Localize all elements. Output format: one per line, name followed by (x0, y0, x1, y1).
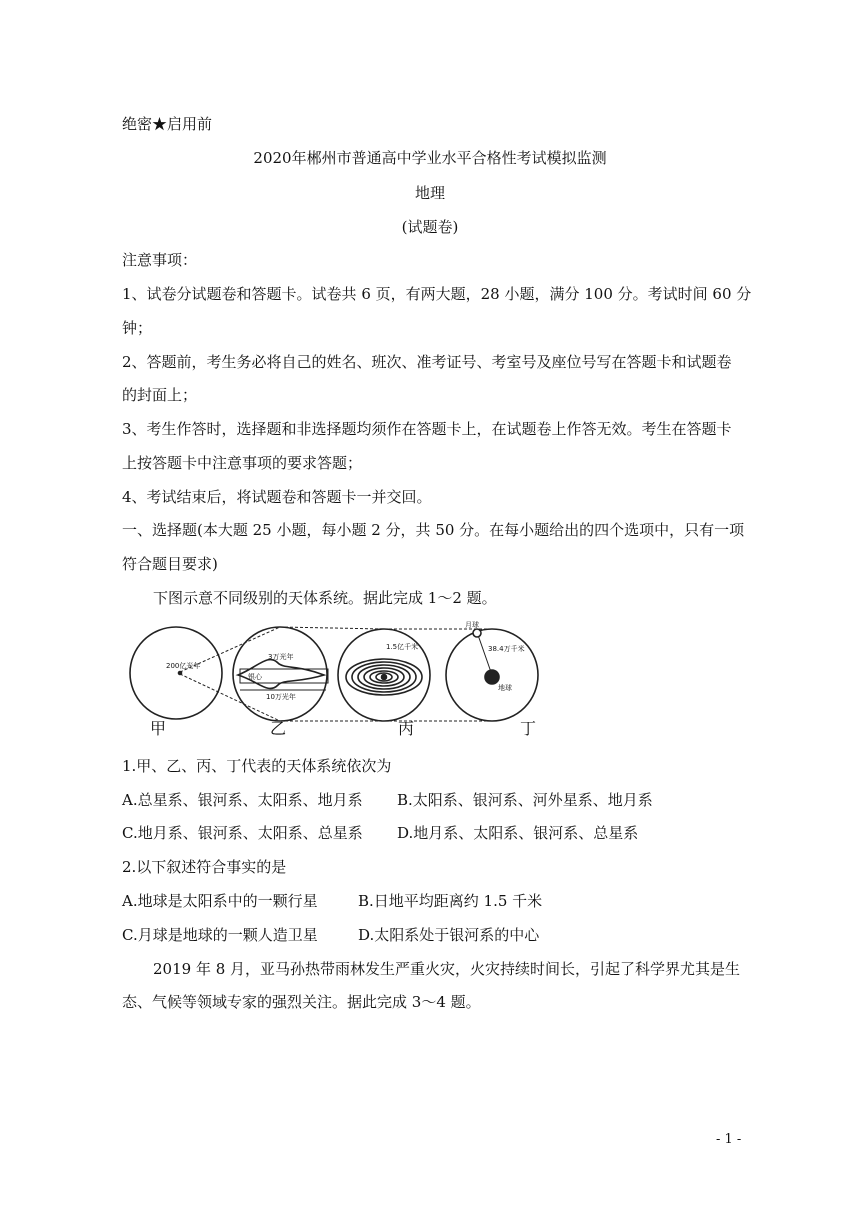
note-3-line-2: 上按答题卡中注意事项的要求答题； (122, 454, 363, 472)
note-4: 4、考试结束后，将试题卷和答题卡一并交回。 (122, 488, 432, 506)
jia-scale-label: 200亿光年 (166, 662, 201, 670)
q3-4-intro-line-1: 2019 年 8 月，亚马孙热带雨林发生严重火灾，火灾持续时间长，引起了科学界尤其是生 (153, 960, 741, 978)
q3-4-intro-line-2: 态、气候等领域专家的强烈关注。据此完成 3～4 题。 (122, 993, 481, 1011)
section1-heading-line-1: 一、选择题(本大题 25 小题，每小题 2 分，共 50 分。在每小题给出的四个选项中，只有一项 (122, 521, 745, 539)
figure-label-yi: 乙 (270, 719, 287, 738)
secret-label: 绝密★启用前 (122, 115, 213, 133)
connector-jia-yi-bottom (180, 674, 280, 721)
ding-moon-label: 月球 (465, 621, 479, 629)
ding-distance-line (478, 635, 492, 675)
section1-heading-line-2: 符合题目要求) (122, 555, 218, 573)
q2-stem: 2.以下叙述符合事实的是 (122, 858, 287, 876)
note-2-line-2: 的封面上； (122, 386, 198, 404)
celestial-systems-figure (128, 617, 548, 735)
figure-label-jia: 甲 (150, 719, 167, 738)
note-1-line-2: 钟； (122, 319, 153, 337)
q2-option-c: C.月球是地球的一颗人造卫星 (122, 926, 318, 944)
q1-stem: 1.甲、乙、丙、丁代表的天体系统依次为 (122, 757, 392, 775)
yi-scale-label-mid: 10万光年 (266, 693, 296, 701)
figure-label-bing: 丙 (398, 719, 415, 738)
q1-option-a: A.总星系、银河系、太阳系、地月系 (122, 791, 363, 809)
exam-title: 2020年郴州市普通高中学业水平合格性考试模拟监测 (253, 149, 607, 167)
jia-circle (130, 627, 222, 719)
q1-option-c: C.地月系、银河系、太阳系、总星系 (122, 824, 363, 842)
bing-scale-label: 1.5亿千米 (386, 643, 419, 651)
q1-option-d: D.地月系、太阳系、银河系、总星系 (397, 824, 639, 842)
ding-distance-label: 38.4万千米 (488, 645, 525, 653)
q2-option-a: A.地球是太阳系中的一颗行星 (122, 892, 318, 910)
ding-earth (485, 670, 499, 684)
figure-intro: 下图示意不同级别的天体系统。据此完成 1～2 题。 (153, 589, 497, 607)
ding-earth-label: 地球 (498, 684, 512, 692)
subject-title: 地理 (414, 184, 445, 202)
q2-option-d: D.太阳系处于银河系的中心 (358, 926, 540, 944)
note-2-line-1: 2、答题前，考生务必将自己的姓名、班次、准考证号、考室号及座位号写在答题卡和试题卷 (122, 353, 732, 371)
ding-moon (473, 629, 481, 637)
connector-yi-bing-top (280, 627, 384, 629)
q1-option-b: B.太阳系、银河系、河外星系、地月系 (397, 791, 653, 809)
yi-scale-label-top: 3万光年 (268, 653, 294, 661)
yi-center-label: 银心 (248, 673, 262, 681)
bing-sun (382, 675, 387, 680)
notes-heading: 注意事项： (122, 251, 198, 269)
note-3-line-1: 3、考生作答时，选择题和非选择题均须作在答题卡上，在试题卷上作答无效。考生在答题卡 (122, 420, 732, 438)
figure-label-ding: 丁 (520, 719, 537, 738)
note-1-line-1: 1、试卷分试题卷和答题卡。试卷共 6 页，有两大题，28 小题，满分 100 分。考试时间 60 分 (122, 285, 752, 303)
q2-option-b: B.日地平均距离约 1.5 千米 (358, 892, 543, 910)
page-number: - 1 - (716, 1132, 742, 1147)
paper-type: (试题卷) (401, 218, 459, 236)
